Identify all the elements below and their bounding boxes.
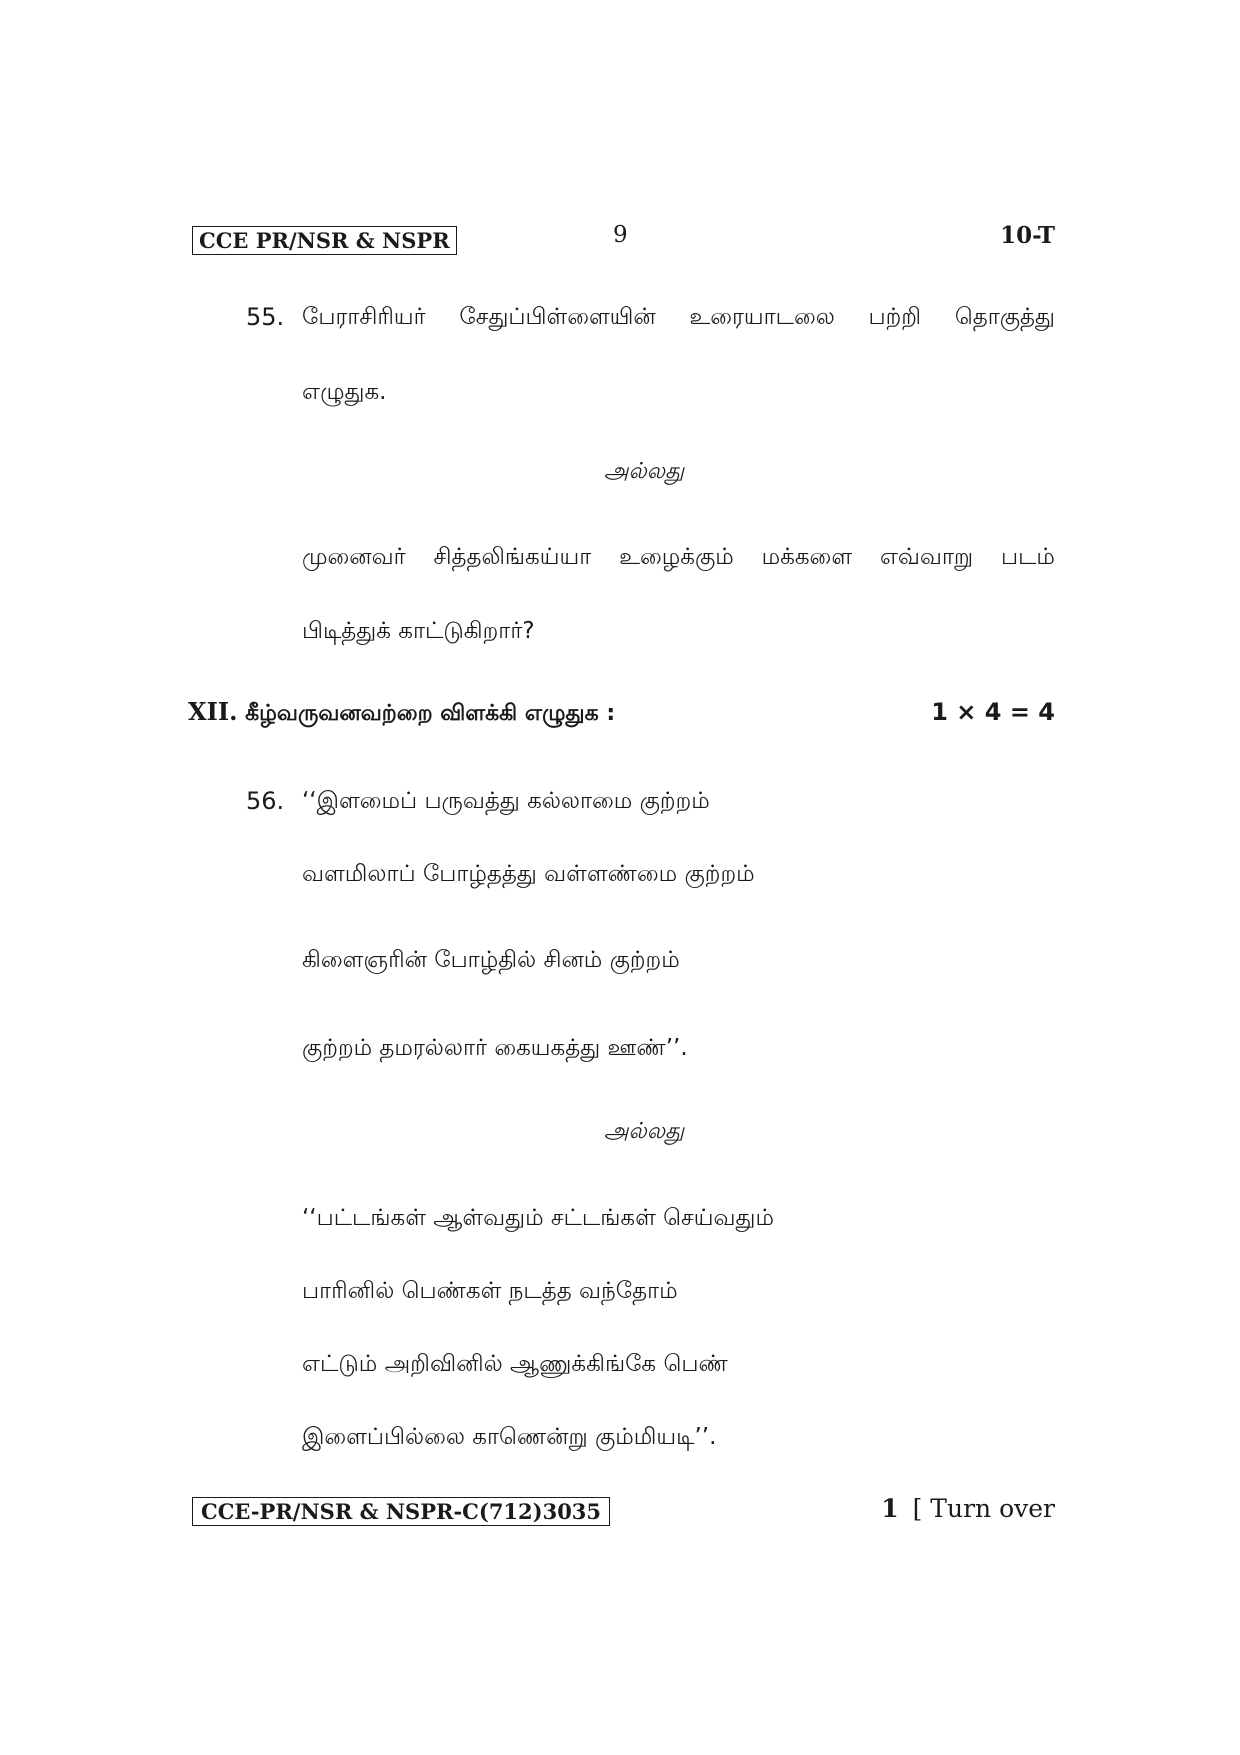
q55-alt-line-1: [302, 542, 1055, 572]
section-heading: [188, 697, 615, 729]
word: சித்தலிங்கய்யா: [433, 544, 592, 570]
section-marks: 1 × 4 = 4: [931, 698, 1055, 726]
word: முனைவர்: [302, 544, 406, 570]
poem1-line-3: கிளைஞரின் போழ்தில் சினம் குற்றம்: [302, 947, 680, 973]
poem2-line-4: இளைப்பில்லை காணென்று கும்மியடி’’.: [302, 1424, 717, 1450]
word: எவ்வாறு: [879, 544, 974, 570]
sheet-number: 1: [881, 1494, 899, 1523]
header-code-box: CCE PR/NSR & NSPR: [192, 226, 457, 255]
poem1-line-4: குற்றம் தமரல்லார் கையகத்து ஊண்’’.: [302, 1035, 688, 1061]
q55-line-2: எழுதுக.: [302, 379, 387, 405]
or-label-q56: அல்லது: [604, 1119, 685, 1144]
word: பற்றி: [868, 304, 922, 330]
poem2-line-3: எட்டும் அறிவினில் ஆணுக்கிங்கே பெண்: [302, 1351, 728, 1377]
or-label-q55: அல்லது: [604, 459, 685, 484]
word: படம்: [1001, 544, 1055, 570]
poem2-line-1: ‘‘பட்டங்கள் ஆள்வதும் சட்டங்கள் செய்வதும்: [302, 1205, 774, 1231]
section-roman-numeral: XII.: [188, 697, 238, 726]
poem2-line-2: பாரினில் பெண்கள் நடத்த வந்தோம்: [302, 1278, 678, 1304]
page-number: 9: [613, 222, 628, 248]
poem1-line-2: வளமிலாப் போழ்தத்து வள்ளண்மை குற்றம்: [302, 861, 755, 887]
word: பேராசிரியர்: [302, 304, 426, 330]
poem1-line-1: ‘‘இளமைப் பருவத்து கல்லாமை குற்றம்: [302, 788, 710, 814]
word: சேதுப்பிள்ளையின்: [459, 304, 656, 330]
question-number-55: 55.: [246, 303, 285, 331]
paper-code: 10-T: [1000, 222, 1055, 249]
q55-alt-line-2: பிடித்துக் காட்டுகிறார்?: [302, 618, 535, 644]
section-title: கீழ்வருவனவற்றை விளக்கி எழுதுக :: [245, 701, 616, 726]
word: மக்களை: [761, 544, 853, 570]
footer-code-box: CCE-PR/NSR & NSPR-C(712)3035: [192, 1497, 610, 1526]
question-number-56: 56.: [246, 787, 285, 815]
word: உரையாடலை: [689, 304, 835, 330]
footer-turn-over: [881, 1493, 1055, 1525]
word: உழைக்கும்: [619, 544, 734, 570]
q55-line-1: [302, 302, 1055, 332]
word: தொகுத்து: [954, 304, 1055, 330]
turn-over-label: [ Turn over: [912, 1494, 1055, 1523]
